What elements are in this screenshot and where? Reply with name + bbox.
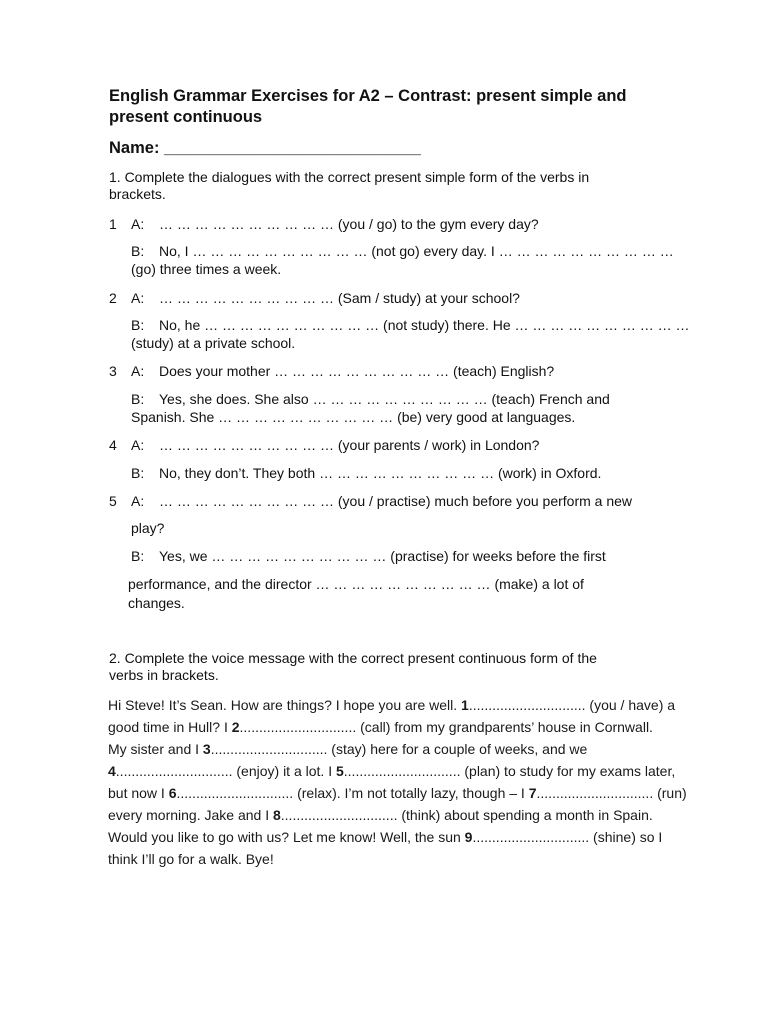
message-text: Hi Steve! It’s Sean. How are things? I hope you are well. bbox=[108, 697, 462, 713]
message-text: My sister and I bbox=[108, 741, 203, 757]
dialogue-text: No, he … … … … … … … … … … (not study) there. He … … … … … … … … … … bbox=[159, 317, 690, 333]
gap-number: 3 bbox=[202, 741, 211, 757]
dialogue-text: No, they don’t. They both … … … … … … … … … … (work) in Oxford. bbox=[159, 465, 602, 481]
answer-blank: .............................. bbox=[343, 763, 461, 779]
dialogue-text: (study) at a private school. bbox=[131, 335, 296, 351]
dialogue-text: No, I … … … … … … … … … … (not go) every day. I … … … … … … … … … … bbox=[159, 243, 674, 259]
gap-number: 5 bbox=[335, 763, 344, 779]
dialogue-text: … … … … … … … … … … (you / practise) much before you perform a new bbox=[159, 493, 633, 509]
answer-blank: .............................. bbox=[280, 807, 398, 823]
item-number: 2 bbox=[109, 290, 117, 306]
speaker-label: B: bbox=[131, 465, 145, 481]
dialogue-text: Does your mother … … … … … … … … … … (teach) English? bbox=[159, 363, 555, 379]
message-text: (you / have) a bbox=[585, 697, 676, 713]
gap-number: 8 bbox=[272, 807, 281, 823]
name-field-label: Name: ____________________________ bbox=[109, 139, 421, 157]
message-line bbox=[108, 716, 708, 738]
message-text: (enjoy) it a lot. I bbox=[232, 763, 336, 779]
message-line bbox=[108, 804, 708, 826]
page-title: English Grammar Exercises for A2 – Contrast: present simple and present continuous bbox=[109, 87, 627, 126]
message-line bbox=[108, 694, 708, 716]
exercise-1-instruction bbox=[109, 169, 669, 203]
message-text: think I’ll go for a walk. Bye! bbox=[108, 851, 274, 867]
message-text: good time in Hull? I bbox=[108, 719, 232, 735]
message-line bbox=[108, 782, 708, 804]
answer-blank: .............................. bbox=[210, 741, 328, 757]
item-number: 4 bbox=[109, 437, 117, 453]
speaker-label: A: bbox=[131, 363, 145, 379]
answer-blank: .............................. bbox=[176, 785, 294, 801]
gap-number: 6 bbox=[168, 785, 177, 801]
message-text: (shine) so I bbox=[589, 829, 663, 845]
gap-number: 7 bbox=[528, 785, 537, 801]
message-text: (run) bbox=[653, 785, 687, 801]
message-line bbox=[108, 760, 708, 782]
answer-blank: .............................. bbox=[239, 719, 357, 735]
gap-number: 4 bbox=[108, 763, 116, 779]
message-line bbox=[108, 738, 708, 760]
message-text: Would you like to go with us? Let me know! Well, the sun bbox=[108, 829, 465, 845]
message-line bbox=[108, 826, 708, 848]
dialogue-text: Spanish. She … … … … … … … … … … (be) very good at languages. bbox=[131, 409, 576, 425]
dialogue-text: Yes, she does. She also … … … … … … … … … … (teach) French and bbox=[159, 391, 610, 407]
message-text: (stay) here for a couple of weeks, and we bbox=[327, 741, 588, 757]
dialogue-text: changes. bbox=[128, 595, 185, 611]
voice-message-text bbox=[108, 694, 708, 870]
message-text: (relax). I’m not totally lazy, though – I bbox=[293, 785, 529, 801]
dialogue-text: performance, and the director … … … … … … … … … … (make) a lot of bbox=[128, 576, 584, 592]
gap-number: 1 bbox=[461, 697, 469, 713]
item-number: 5 bbox=[109, 493, 117, 509]
instruction-line: 1. Complete the dialogues with the correct present simple form of the verbs in bbox=[109, 169, 590, 185]
exercise-2-instruction bbox=[109, 650, 669, 684]
speaker-label: B: bbox=[131, 391, 145, 407]
message-text: every morning. Jake and I bbox=[108, 807, 273, 823]
instruction-line: verbs in brackets. bbox=[109, 667, 219, 683]
speaker-label: B: bbox=[131, 317, 145, 333]
dialogue-text: play? bbox=[131, 520, 165, 536]
dialogue-text: … … … … … … … … … … (Sam / study) at your school? bbox=[159, 290, 520, 306]
dialogue-text: (go) three times a week. bbox=[131, 261, 282, 277]
dialogue-text: … … … … … … … … … … (your parents / work) in London? bbox=[159, 437, 540, 453]
item-number: 3 bbox=[109, 363, 117, 379]
message-text: (plan) to study for my exams later, bbox=[460, 763, 676, 779]
answer-blank: .............................. bbox=[536, 785, 654, 801]
speaker-label: A: bbox=[131, 437, 145, 453]
instruction-line: 2. Complete the voice message with the correct present continuous form of the bbox=[109, 650, 597, 666]
answer-blank: .............................. bbox=[468, 697, 586, 713]
dialogue-text: … … … … … … … … … … (you / go) to the gym every day? bbox=[159, 216, 539, 232]
item-number: 1 bbox=[109, 216, 117, 232]
speaker-label: A: bbox=[131, 290, 145, 306]
message-line bbox=[108, 848, 708, 870]
gap-number: 2 bbox=[231, 719, 240, 735]
message-text: but now I bbox=[108, 785, 169, 801]
message-text: (think) about spending a month in Spain. bbox=[397, 807, 653, 823]
answer-blank: .............................. bbox=[115, 763, 233, 779]
answer-blank: .............................. bbox=[472, 829, 590, 845]
speaker-label: B: bbox=[131, 243, 145, 259]
message-text: (call) from my grandparents’ house in Cornwall. bbox=[356, 719, 653, 735]
instruction-line: brackets. bbox=[109, 186, 166, 202]
speaker-label: B: bbox=[131, 548, 145, 564]
speaker-label: A: bbox=[131, 216, 145, 232]
gap-number: 9 bbox=[464, 829, 473, 845]
dialogue-text: Yes, we … … … … … … … … … … (practise) for weeks before the first bbox=[159, 548, 606, 564]
speaker-label: A: bbox=[131, 493, 145, 509]
